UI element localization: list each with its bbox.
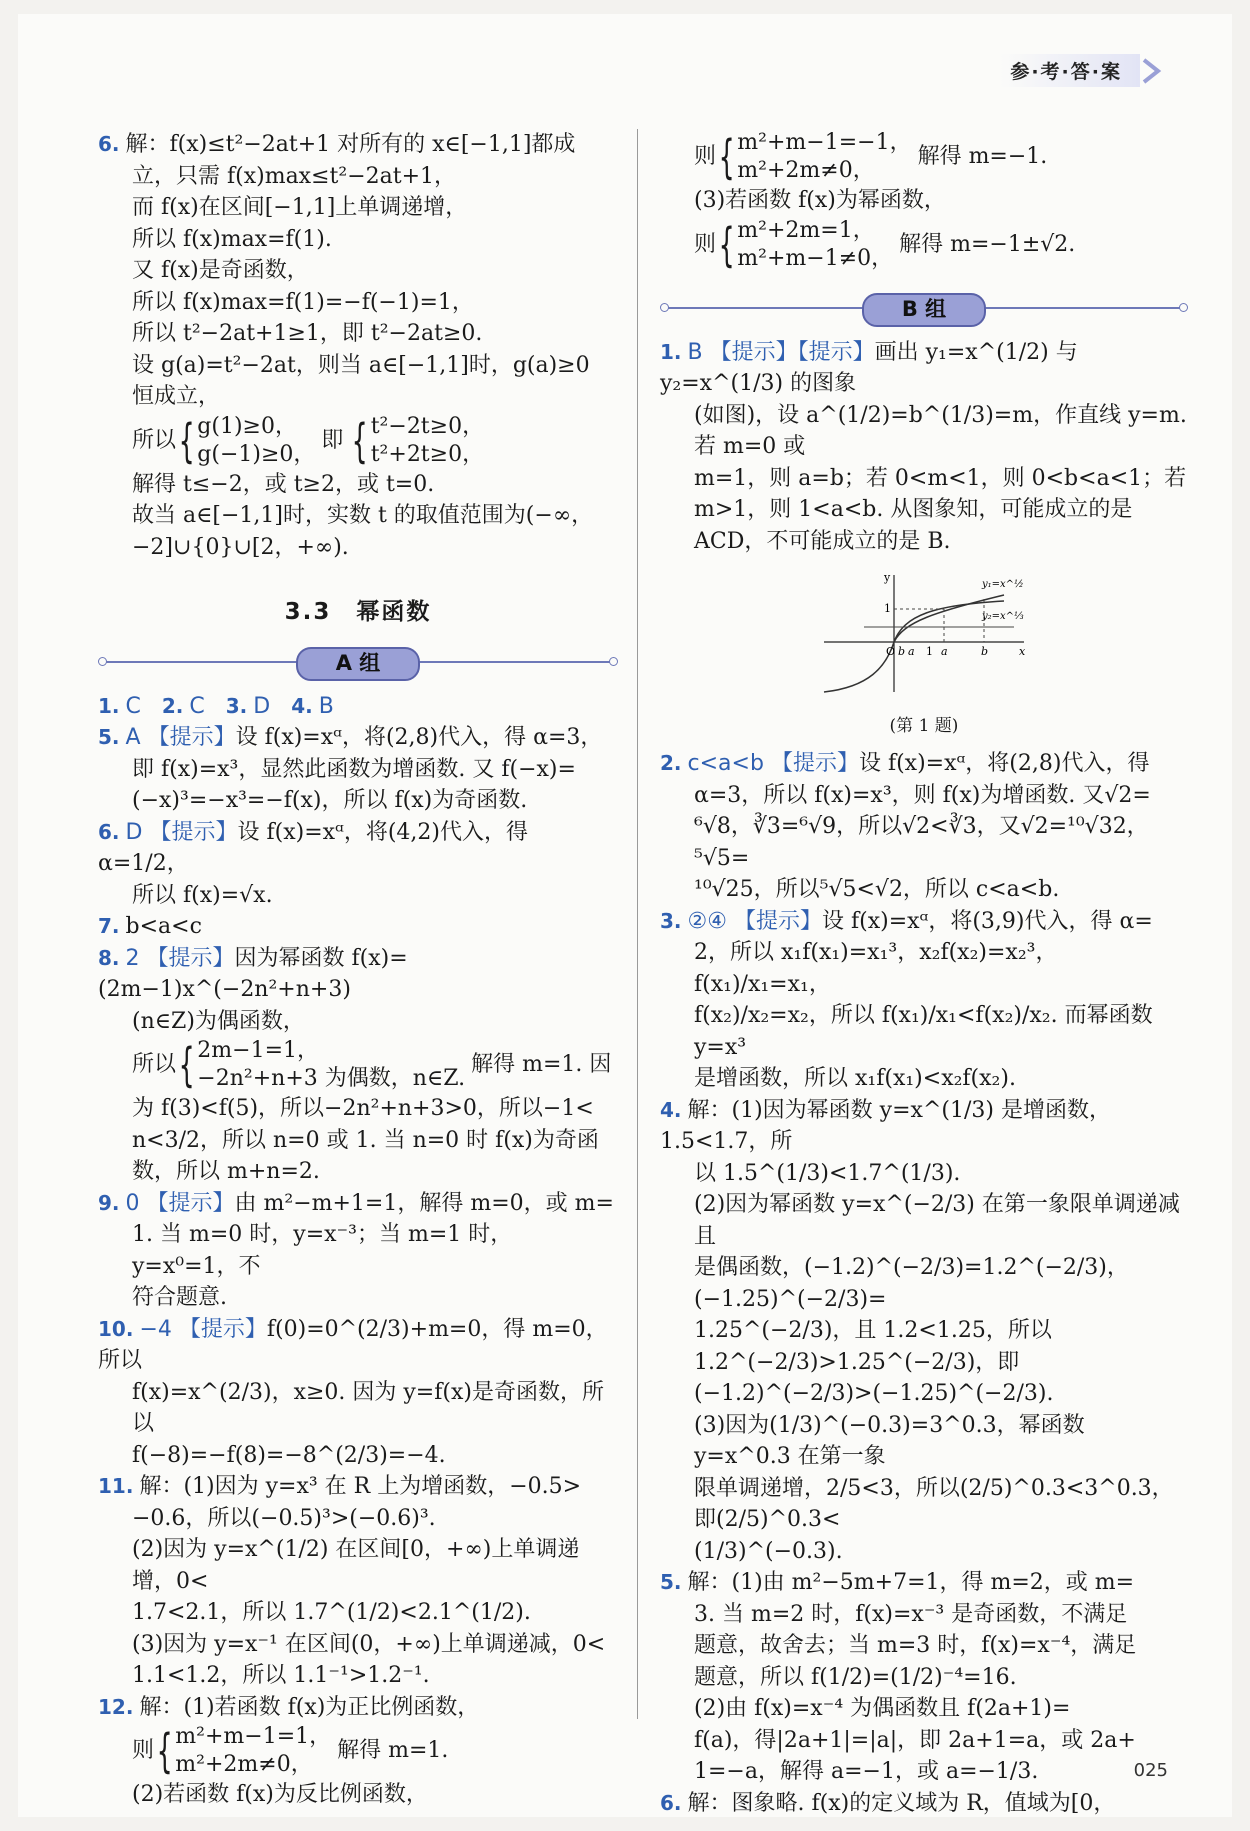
- brace-prefix: 则: [694, 231, 717, 257]
- text-line: f(0)=0^(2/3)+m=0，得 m=0，所以: [98, 1316, 608, 1373]
- question-number: 1.: [660, 339, 682, 364]
- text-line: 由 m²−m+1=1，解得 m=0，或 m=: [234, 1190, 614, 1216]
- text-line: 解：(1)因为幂函数 y=x^(1/3) 是增函数，1.5<1.7，所: [660, 1097, 1111, 1154]
- question-8: [98, 943, 618, 1188]
- text-line: f(a)，得|2a+1|=|a|，即 2a+1=a，或 2a+: [694, 1727, 1136, 1753]
- right-column: [660, 129, 1188, 1819]
- answer: A: [125, 725, 141, 750]
- text-line: 1.7<2.1，所以 1.7^(1/2)<2.1^(1/2).: [132, 1600, 531, 1625]
- question-b3: [660, 906, 1188, 1095]
- question-number: 5.: [660, 1570, 682, 1594]
- equation-line: m²+2m≠0，: [737, 158, 875, 183]
- question-6: [98, 129, 618, 563]
- question-number: 6.: [98, 132, 120, 156]
- brace-tail: 解得 m=−1.: [917, 144, 1048, 170]
- text-line: 解：(1)因为 y=x³ 在 R 上为增函数，−0.5>: [139, 1474, 582, 1499]
- text-line: 题意，故舍去；当 m=3 时，f(x)=x⁻⁴，满足: [694, 1633, 1137, 1658]
- section-title: 3.3 幂函数: [284, 599, 432, 625]
- question-7: [98, 911, 618, 943]
- answer: B: [318, 693, 334, 719]
- equation-system: [132, 413, 618, 469]
- equation-system: [694, 217, 1188, 273]
- text-line: 2，所以 x₁f(x₁)=x₁³，x₂f(x₂)=x₂³，f(x₁)/x₁=x₁，: [694, 940, 1058, 997]
- graph: [814, 567, 1034, 697]
- text-line: −2]∪{0}∪[2，+∞).: [132, 534, 349, 560]
- text-line: 画出 y₁=x^(1/2) 与 y₂=x^(1/3) 的图象: [660, 339, 1078, 396]
- chevron-right-icon: [1140, 58, 1162, 84]
- text-line: α=3，所以 f(x)=x³，则 f(x)为增函数. 又√2=: [694, 782, 1151, 808]
- question-b5: [660, 1567, 1188, 1788]
- question-number: 3.: [225, 693, 248, 718]
- answer: 0: [125, 1190, 140, 1216]
- text-line: f(−8)=−f(8)=−8^(2/3)=−4.: [132, 1442, 446, 1468]
- answer: 2: [125, 945, 140, 971]
- equation-system: [132, 1037, 618, 1093]
- hint-label: 【提示】: [147, 725, 236, 750]
- question-b6: [660, 1788, 1188, 1820]
- text-line: (2)若函数 f(x)为反比例函数，: [132, 1782, 428, 1807]
- banner-dot: [609, 657, 618, 666]
- brace-prefix: 则: [132, 1738, 155, 1764]
- group-a-label: A 组: [296, 647, 420, 681]
- tick-label: y: [884, 571, 891, 584]
- question-b2: [660, 748, 1188, 906]
- equation-system: [132, 1723, 618, 1779]
- text-line: 所以 f(x)max=f(1).: [132, 226, 332, 252]
- text-line: ACD，不可能成立的是 B.: [694, 528, 951, 554]
- text-line: m=1，则 a=b；若 0<m<1，则 0<b<a<1；若: [694, 465, 1187, 491]
- header-title: 参·考·答·案: [1000, 54, 1140, 87]
- text-line: 设 f(x)=xᵅ，将(2,8)代入，得 α=3，: [235, 725, 603, 750]
- question-12-continued: [660, 129, 1188, 273]
- tick-label: O: [886, 645, 896, 658]
- question-number: 6.: [660, 1790, 682, 1815]
- text-line: f(x)=x^(2/3)，x≥0. 因为 y=f(x)是奇函数，所以: [132, 1379, 604, 1436]
- equation-line: g(−1)≥0，: [197, 441, 316, 467]
- answer-text: b<a<c: [125, 914, 202, 939]
- text-line: 所以 f(x)=√x.: [132, 882, 273, 908]
- text-line: 题意，所以 f(1/2)=(1/2)⁻⁴=16.: [694, 1664, 1017, 1690]
- question-number: 2.: [660, 751, 682, 775]
- banner-dot: [1179, 303, 1188, 312]
- text-line: 即 f(x)=x³，显然此函数为增函数. 又 f(−x)=: [132, 756, 576, 782]
- text-line: 1. 当 m=0 时，y=x⁻³；当 m=1 时，y=x⁰=1，不: [132, 1222, 513, 1279]
- answer: c<a<b: [687, 751, 764, 776]
- hint-label: 【提示】【提示】: [709, 339, 875, 365]
- equation-line: t²−2t≥0，: [370, 413, 485, 439]
- equation-line: m²+m−1=−1，: [737, 130, 912, 155]
- question-number: 2.: [161, 693, 184, 718]
- text-line: 解：(1)若函数 f(x)为正比例函数，: [139, 1694, 480, 1720]
- curve-label-y2: y₂=x^⅓: [982, 611, 1024, 622]
- text-line: −0.6，所以(−0.5)³>(−0.6)³.: [132, 1505, 436, 1531]
- equation-system: [694, 129, 1188, 185]
- text-line: 解得 t≤−2，或 t≥2，或 t=0.: [132, 471, 435, 497]
- left-column: [98, 129, 618, 1811]
- brace-symbol: {: [718, 130, 735, 184]
- text-line: 立，只需 f(x)max≤t²−2at+1，: [132, 163, 457, 189]
- equation-line: m²+2m≠0，: [175, 1752, 313, 1777]
- text-line: n<3/2，所以 n=0 或 1. 当 n=0 时 f(x)为奇函: [132, 1127, 599, 1153]
- text-line: (n∈Z)为偶函数，: [132, 1008, 305, 1034]
- text-line: ¹⁰√25，所以⁵√5<√2，所以 c<a<b.: [694, 877, 1060, 902]
- figure-caption: (第 1 题): [889, 715, 959, 736]
- page-number: 025: [1133, 1760, 1168, 1781]
- hint-label: 【提示】: [178, 1316, 267, 1342]
- answers-1-4: [98, 691, 618, 723]
- brace-tail: 解得 m=1. 因: [471, 1052, 612, 1078]
- text-line: 为 f(3)<f(5)，所以−2n²+n+3>0，所以−1<: [132, 1096, 594, 1121]
- question-number: 9.: [98, 1190, 120, 1215]
- question-number: 8.: [98, 945, 120, 970]
- text-line: f(x₂)/x₂=x₂，所以 f(x₁)/x₁<f(x₂)/x₂. 而幂函数 y=x³: [694, 1003, 1153, 1060]
- hint-label: 【提示】: [146, 1190, 235, 1216]
- text-line: 设 f(x)=xᵅ，将(3,9)代入，得 α=: [821, 908, 1153, 934]
- text-line: (如图)，设 a^(1/2)=b^(1/3)=m，作直线 y=m. 若 m=0 或: [694, 402, 1187, 459]
- text-line: 解：图象略. f(x)的定义域为 R，值域为[0，: [687, 1790, 1116, 1816]
- banner-dot: [98, 657, 107, 666]
- hint-label: 【提示】: [149, 819, 238, 845]
- text-line: (2)因为 y=x^(1/2) 在区间[0，+∞)上单调递增，0<: [132, 1537, 580, 1594]
- tick-label: 1: [926, 645, 933, 658]
- equation-line: m²+m−1=1，: [175, 1724, 332, 1749]
- tick-label: b: [981, 645, 989, 658]
- text-line: (3)因为(1/3)^(−0.3)=3^0.3，幂函数 y=x^0.3 在第一象: [694, 1412, 1085, 1469]
- question-6b: [98, 817, 618, 912]
- brace-symbol: {: [178, 413, 195, 468]
- question-number: 4.: [660, 1097, 682, 1122]
- text-line: m>1，则 1<a<b. 从图象知，可能成立的是: [694, 497, 1133, 522]
- question-5: [98, 722, 618, 817]
- text-line: (3)若函数 f(x)为幂函数，: [694, 188, 946, 213]
- equation-line: −2n²+n+3 为偶数，n∈Z.: [197, 1066, 466, 1091]
- answer: D: [253, 693, 271, 719]
- text-line: 以 1.5^(1/3)<1.7^(1/3).: [694, 1160, 961, 1186]
- question-11: [98, 1471, 618, 1692]
- text-line: 所以 t²−2at+1≥1，即 t²−2at≥0.: [132, 321, 483, 346]
- text-line: 3. 当 m=2 时，f(x)=x⁻³ 是奇函数，不满足: [694, 1601, 1128, 1627]
- text-line: 符合题意.: [132, 1285, 227, 1310]
- text-line: 限单调递增，2/5<3，所以(2/5)^0.3<3^0.3，即(2/5)^0.3<: [694, 1475, 1174, 1532]
- brace-prefix: 所以: [132, 1052, 177, 1078]
- question-number: 10.: [98, 1316, 134, 1341]
- text-line: 故当 a∈[−1,1]时，实数 t 的取值范围为(−∞，: [132, 503, 594, 528]
- question-12: [98, 1692, 618, 1811]
- text-line: 因为幂函数 f(x)=(2m−1)x^(−2n²+n+3): [98, 945, 408, 1002]
- question-number: 4.: [291, 693, 313, 718]
- equation-line: t²+2t≥0，: [370, 441, 485, 467]
- text-line: 是偶函数，(−1.2)^(−2/3)=1.2^(−2/3)，(−1.25)^(−2/3)=: [694, 1255, 1129, 1312]
- text-line: 解：f(x)≤t²−2at+1 对所有的 x∈[−1,1]都成: [125, 132, 576, 157]
- answer-page: [18, 14, 1232, 1817]
- column-divider: [637, 129, 638, 1719]
- text-line: 数，所以 m+n=2.: [132, 1159, 320, 1184]
- text-line: (2)由 f(x)=x⁻⁴ 为偶函数且 f(2a+1)=: [694, 1696, 1071, 1721]
- text-line: 1.25^(−2/3)，且 1.2<1.25，所以 1.2^(−2/3)>1.25^(−2/3)，即: [694, 1318, 1052, 1375]
- hint-label: 【提示】: [733, 908, 822, 934]
- text-line: 所以 f(x)max=f(1)=−f(−1)=1，: [132, 289, 474, 315]
- text-line: 设 f(x)=xᵅ，将(4,2)代入，得 α=1/2，: [98, 819, 528, 876]
- group-a-banner: [98, 647, 618, 677]
- text-line: 1=−a，解得 a=−1，或 a=−1/3.: [694, 1759, 1039, 1784]
- text-line: 设 g(a)=t²−2at，则当 a∈[−1,1]时，g(a)≥0: [132, 352, 590, 378]
- brace-tail: 解得 m=1.: [337, 1738, 449, 1764]
- question-number: 1.: [98, 693, 120, 718]
- answer: C: [189, 693, 205, 719]
- brace-prefix: 则: [694, 144, 717, 170]
- brace-symbol: {: [718, 217, 735, 272]
- question-10: [98, 1314, 618, 1472]
- text-line: (2)因为幂函数 y=x^(−2/3) 在第一象限单调递减且: [694, 1192, 1180, 1249]
- answer: −4: [139, 1316, 172, 1342]
- hint-label: 【提示】: [146, 945, 235, 971]
- question-b4: [660, 1095, 1188, 1568]
- question-number: 5.: [98, 725, 120, 749]
- text-line: 解：(1)由 m²−5m+7=1，得 m=2，或 m=: [687, 1570, 1135, 1595]
- question-number: 12.: [98, 1694, 134, 1719]
- question-9: [98, 1188, 618, 1314]
- equation-line: g(1)≥0，: [197, 413, 297, 439]
- page-header: [1000, 54, 1162, 87]
- text-line: 是增函数，所以 x₁f(x₁)<x₂f(x₂).: [694, 1066, 1016, 1091]
- text-line: 恒成立，: [132, 384, 221, 409]
- equation-line: m²+m−1≠0，: [737, 245, 894, 271]
- brace-tail: 解得 m=−1±√2.: [899, 231, 1076, 257]
- answer: D: [125, 819, 143, 845]
- equation-line: m²+2m=1，: [737, 217, 875, 243]
- group-b-label: B 组: [862, 293, 986, 327]
- answer: B: [687, 339, 703, 365]
- brace-prefix: 所以: [132, 427, 177, 453]
- text-line: (−x)³=−x³=−f(x)，所以 f(x)为奇函数.: [132, 788, 528, 813]
- text-line: 又 f(x)是奇函数，: [132, 258, 309, 283]
- tick-label: x: [1019, 645, 1026, 658]
- equation-line: 2m−1=1，: [197, 1038, 320, 1063]
- curve-label-y1: y₁=x^½: [982, 579, 1024, 590]
- brace-mid: 即: [321, 427, 344, 453]
- tick-label: a: [908, 645, 915, 658]
- answer: ②④: [687, 908, 727, 934]
- brace-symbol: {: [352, 413, 369, 468]
- brace-symbol: {: [156, 1724, 173, 1778]
- group-b-banner: [660, 293, 1188, 323]
- tick-label: b: [898, 645, 906, 658]
- tick-label: 1: [884, 602, 891, 615]
- question-b1: [660, 337, 1188, 558]
- text-line: (1/3)^(−0.3).: [694, 1538, 843, 1564]
- brace-symbol: {: [178, 1038, 195, 1092]
- question-number: 3.: [660, 908, 682, 933]
- question-number: 6.: [98, 819, 120, 844]
- answer: C: [125, 693, 141, 719]
- text-line: ⁶√8，∛3=⁶√9，所以√2<∛3，又√2=¹⁰√32，⁵√5=: [694, 814, 1149, 871]
- banner-dot: [660, 303, 669, 312]
- power-function-figure: [660, 567, 1188, 707]
- text-line: 而 f(x)在区间[−1,1]上单调递增，: [132, 195, 468, 220]
- text-line: 设 f(x)=xᵅ，将(2,8)代入，得: [858, 751, 1150, 776]
- text-line: (3)因为 y=x⁻¹ 在区间(0，+∞)上单调递减，0<: [132, 1631, 606, 1657]
- tick-label: a: [941, 645, 948, 658]
- text-line: (−1.2)^(−2/3)>(−1.25)^(−2/3).: [694, 1381, 1054, 1406]
- text-line: 1.1<1.2，所以 1.1⁻¹>1.2⁻¹.: [132, 1663, 430, 1688]
- question-number: 7.: [98, 914, 120, 938]
- question-number: 11.: [98, 1474, 134, 1498]
- hint-label: 【提示】: [770, 751, 859, 776]
